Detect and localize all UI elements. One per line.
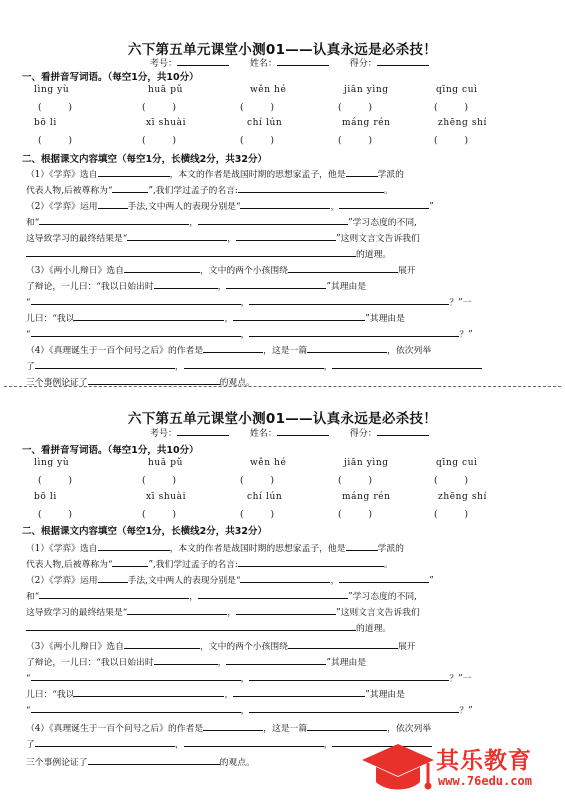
question-text: ，: [217, 282, 227, 292]
fill-blank[interactable]: [238, 556, 384, 567]
fill-blank[interactable]: [233, 686, 365, 697]
pinyin: bō li: [34, 118, 57, 128]
fill-blank[interactable]: [240, 572, 330, 583]
question-text: ”,我们学过孟子的名言:: [148, 560, 238, 570]
question-text: 了辩论，一儿曰：“我以日始出时: [26, 282, 154, 292]
question-line: [26, 198, 434, 212]
question-text: 三个事例论证了: [26, 378, 88, 388]
exam-no-label: 考号：: [150, 59, 178, 69]
question-line: [26, 556, 393, 570]
fill-blank[interactable]: [249, 326, 459, 337]
question-text: ？”: [459, 706, 473, 716]
pinyin: wěn hé: [250, 85, 287, 95]
question-line: [26, 654, 366, 668]
pinyin: lìng yù: [34, 458, 70, 468]
question-text: 代表人物,后被尊称为“: [26, 186, 113, 196]
question-line: [26, 294, 471, 308]
fill-blank[interactable]: [307, 720, 387, 731]
fill-blank[interactable]: [332, 358, 482, 369]
exam-no-blank[interactable]: [177, 426, 229, 436]
answer-box[interactable]: ( ): [240, 103, 275, 113]
fill-blank[interactable]: [198, 588, 348, 599]
question-text: ，: [227, 234, 237, 244]
fill-blank[interactable]: [233, 310, 365, 321]
fill-blank[interactable]: [26, 246, 356, 257]
answer-box[interactable]: ( ): [434, 476, 469, 486]
cut-line: [4, 386, 561, 387]
question-line: [26, 230, 420, 244]
question-text: 展开: [397, 642, 416, 652]
question-line: [26, 638, 416, 652]
pinyin: chí lún: [247, 492, 283, 502]
question-line: [26, 754, 255, 768]
fill-blank[interactable]: [339, 198, 429, 209]
answer-box[interactable]: ( ): [338, 510, 373, 520]
question-text: ，: [240, 298, 250, 308]
question-line: [26, 166, 404, 180]
fill-blank[interactable]: [35, 736, 175, 747]
question-text: ，: [330, 576, 340, 586]
question-line: [26, 588, 417, 602]
answer-box[interactable]: ( ): [338, 476, 373, 486]
question-text: ？”一: [449, 298, 472, 308]
question-text: （4）《真理诞生于一百个问号之后》的作者是: [26, 346, 204, 356]
question-text: 和“: [26, 592, 40, 602]
answer-box[interactable]: ( ): [434, 103, 469, 113]
answer-box[interactable]: ( ): [38, 510, 73, 520]
fill-blank[interactable]: [236, 230, 336, 241]
pinyin: huā pǔ: [148, 458, 183, 468]
brand-name: 其乐教育: [436, 748, 532, 774]
question-text: （4）《真理诞生于一百个问号之后》的作者是: [26, 724, 204, 734]
fill-blank[interactable]: [154, 654, 218, 665]
pinyin: wěn hé: [250, 458, 287, 468]
answer-box[interactable]: ( ): [338, 103, 373, 113]
question-text: 儿曰：“我以: [26, 314, 75, 324]
fill-blank[interactable]: [31, 702, 241, 713]
fill-blank[interactable]: [346, 166, 378, 177]
question-text: ，: [189, 592, 199, 602]
question-text: 手法,文中两人的表现分别是“: [127, 202, 241, 212]
fill-blank[interactable]: [249, 294, 449, 305]
question-text: ，本文的作者是战国时期的思想家孟子，他是: [169, 544, 346, 554]
question-text: 了: [26, 362, 35, 372]
name-label: 姓名：: [249, 59, 277, 69]
fill-blank[interactable]: [240, 198, 330, 209]
question-text: ，: [330, 202, 340, 212]
fill-blank[interactable]: [31, 326, 241, 337]
pinyin: máng rén: [342, 118, 391, 128]
question-text: ？”一: [449, 674, 472, 684]
answer-box[interactable]: ( ): [38, 103, 73, 113]
question-text: ？”: [459, 330, 473, 340]
pinyin: xī shuài: [146, 492, 187, 502]
fill-blank[interactable]: [249, 670, 449, 681]
question-line: [26, 604, 420, 618]
fill-blank[interactable]: [98, 540, 170, 551]
fill-blank[interactable]: [249, 702, 459, 713]
answer-box[interactable]: ( ): [434, 136, 469, 146]
pinyin: jiān yìng: [344, 458, 389, 468]
question-text: ，: [174, 740, 184, 750]
question-text: ”其理由是: [365, 314, 405, 324]
question-text: ，: [240, 674, 250, 684]
pinyin: máng rén: [342, 492, 391, 502]
score-label: 得分：: [349, 59, 377, 69]
question-text: ，: [189, 218, 199, 228]
question-text: ，: [217, 658, 227, 668]
question-text: ，本文的作者是战国时期的思想家孟子，他是: [169, 170, 346, 180]
question-text: 代表人物,后被尊称为“: [26, 560, 113, 570]
quiz-title: 六下第五单元课堂小测01——认真永远是必杀技！: [127, 411, 438, 427]
question-text: ”其理由是: [326, 282, 367, 292]
pinyin: jiān yìng: [344, 85, 389, 95]
pinyin: xī shuài: [146, 118, 187, 128]
question-text: 这导致学习的最终结果是“: [26, 608, 128, 618]
question-line: [26, 358, 482, 372]
question-text: “: [26, 706, 31, 716]
fill-blank[interactable]: [26, 620, 356, 631]
section-1-heading: 一、看拼音写词语。（每空1分，共10分）: [22, 72, 199, 83]
answer-box[interactable]: ( ): [240, 476, 275, 486]
question-text: ，: [323, 362, 333, 372]
fill-blank[interactable]: [39, 214, 189, 225]
fill-blank[interactable]: [35, 358, 175, 369]
question-text: “: [26, 330, 31, 340]
fill-blank[interactable]: [88, 754, 220, 765]
fill-blank[interactable]: [39, 588, 189, 599]
pinyin: lìng yù: [34, 85, 70, 95]
student-info-row: [150, 56, 429, 69]
answer-box[interactable]: ( ): [142, 510, 177, 520]
question-text: 的观点。: [219, 378, 255, 388]
fill-blank[interactable]: [226, 654, 326, 665]
fill-blank[interactable]: [74, 686, 224, 697]
question-text: 这导致学习的最终结果是“: [26, 234, 128, 244]
fill-blank[interactable]: [88, 374, 220, 385]
question-line: [26, 342, 431, 356]
question-text: ”: [429, 202, 434, 212]
question-line: [26, 310, 405, 324]
fill-blank[interactable]: [236, 604, 336, 615]
brand-url[interactable]: www.76edu.com: [438, 774, 532, 788]
question-text: ，: [240, 330, 250, 340]
pinyin: huā pǔ: [148, 85, 183, 95]
question-text: ，: [323, 740, 333, 750]
question-text: （1）《学弈》选自: [26, 544, 98, 554]
fill-blank[interactable]: [31, 670, 241, 681]
question-text: 三个事例论证了: [26, 758, 88, 768]
fill-blank[interactable]: [112, 556, 148, 567]
question-line: [26, 262, 416, 276]
question-text: ，: [240, 706, 250, 716]
fill-blank[interactable]: [124, 262, 200, 273]
student-info-row: [150, 426, 429, 439]
fill-blank[interactable]: [124, 638, 200, 649]
section-2-heading: 二、根据课文内容填空（每空1分，长横线2分，共32分）: [22, 526, 267, 537]
quiz-title: 六下第五单元课堂小测01——认真永远是必杀技！: [127, 42, 438, 58]
question-line: [26, 214, 417, 228]
question-text: 学派的: [377, 544, 404, 554]
answer-box[interactable]: ( ): [434, 510, 469, 520]
question-line: [26, 720, 431, 734]
question-text: （3）《两小儿辩日》选自: [26, 266, 124, 276]
question-text: 的道理。: [356, 250, 392, 260]
pinyin: zhēng shí: [438, 492, 487, 502]
question-text: ，文中的两个小孩围绕: [199, 642, 288, 652]
fill-blank[interactable]: [98, 166, 170, 177]
quiz-copy-1: [0, 0, 565, 388]
question-text: 学派的: [377, 170, 404, 180]
pinyin: qīng cuì: [436, 458, 478, 468]
fill-blank[interactable]: [98, 572, 128, 583]
fill-blank[interactable]: [31, 294, 241, 305]
question-text: “: [26, 298, 31, 308]
pinyin: chí lún: [247, 118, 283, 128]
question-text: ，这是一篇: [263, 346, 308, 356]
pinyin: qīng cuì: [436, 85, 478, 95]
question-text: （2）《学弈》运用: [26, 202, 98, 212]
question-line: [26, 246, 391, 260]
question-text: 展开: [397, 266, 416, 276]
pinyin: zhēng shí: [438, 118, 487, 128]
fill-blank[interactable]: [74, 310, 224, 321]
score-label: 得分：: [349, 429, 377, 439]
question-text: ，依次列举: [387, 724, 432, 734]
question-text: ”这则文言文告诉我们: [336, 608, 420, 618]
question-text: ，依次列举: [387, 346, 432, 356]
fill-blank[interactable]: [288, 262, 398, 273]
question-text: ”,我们学过孟子的名言:: [148, 186, 238, 196]
fill-blank[interactable]: [112, 182, 148, 193]
fill-blank[interactable]: [184, 736, 324, 747]
question-line: [26, 182, 393, 196]
question-text: ”: [429, 576, 434, 586]
fill-blank[interactable]: [184, 358, 324, 369]
score-blank[interactable]: [377, 56, 429, 66]
question-text: ，这是一篇: [263, 724, 308, 734]
question-text: ，: [224, 314, 234, 324]
fill-blank[interactable]: [339, 572, 429, 583]
fill-blank[interactable]: [307, 342, 387, 353]
fill-blank[interactable]: [226, 278, 326, 289]
answer-box[interactable]: ( ): [142, 103, 177, 113]
question-text: 儿曰：“我以: [26, 690, 75, 700]
question-text: 的道理。: [356, 624, 392, 634]
name-blank[interactable]: [277, 426, 329, 436]
question-line: [26, 670, 471, 684]
question-text: 。: [383, 560, 393, 570]
section-2-heading: 二、根据课文内容填空（每空1分，长横线2分，共32分）: [22, 154, 267, 165]
fill-blank[interactable]: [198, 214, 348, 225]
fill-blank[interactable]: [127, 230, 227, 241]
fill-blank[interactable]: [238, 182, 384, 193]
fill-blank[interactable]: [288, 638, 398, 649]
question-text: ，文中的两个小孩围绕: [199, 266, 288, 276]
answer-box[interactable]: ( ): [142, 136, 177, 146]
brand-watermark: [358, 738, 565, 800]
question-text: ，: [227, 608, 237, 618]
question-text: 和“: [26, 218, 40, 228]
fill-blank[interactable]: [98, 198, 128, 209]
fill-blank[interactable]: [346, 540, 378, 551]
answer-box[interactable]: ( ): [240, 136, 275, 146]
question-text: （1）《学弈》选自: [26, 170, 98, 180]
question-line: [26, 326, 473, 340]
exam-no-blank[interactable]: [177, 56, 229, 66]
question-line: [26, 620, 391, 634]
fill-blank[interactable]: [127, 604, 227, 615]
fill-blank[interactable]: [203, 720, 263, 731]
question-text: 手法,文中两人的表现分别是“: [127, 576, 241, 586]
answer-box[interactable]: ( ): [142, 476, 177, 486]
fill-blank[interactable]: [203, 342, 263, 353]
exam-no-label: 考号：: [150, 429, 178, 439]
question-text: “: [26, 674, 31, 684]
name-blank[interactable]: [277, 56, 329, 66]
question-text: 的观点。: [219, 758, 255, 768]
question-text: ”学习态度的不同,: [348, 218, 417, 228]
question-text: ”其理由是: [326, 658, 367, 668]
section-1-heading: 一、看拼音写词语。（每空1分，共10分）: [22, 445, 199, 456]
pinyin: bō li: [34, 492, 57, 502]
score-blank[interactable]: [377, 426, 429, 436]
question-text: ”学习态度的不同,: [348, 592, 417, 602]
question-text: ”这则文言文告诉我们: [336, 234, 420, 244]
question-line: [26, 702, 473, 716]
question-line: [26, 572, 434, 586]
question-text: 。: [383, 186, 393, 196]
question-text: （2）《学弈》运用: [26, 576, 98, 586]
question-line: [26, 686, 405, 700]
quiz-copy-2: [0, 392, 565, 776]
answer-box[interactable]: ( ): [38, 476, 73, 486]
question-text: （3）《两小儿辩日》选自: [26, 642, 124, 652]
question-line: [26, 540, 404, 554]
name-label: 姓名：: [249, 429, 277, 439]
question-line: [26, 278, 366, 292]
graduation-cap-icon: [358, 738, 438, 800]
answer-box[interactable]: ( ): [338, 136, 373, 146]
question-text: 了: [26, 740, 35, 750]
question-text: ”其理由是: [365, 690, 405, 700]
question-text: ，: [174, 362, 184, 372]
answer-box[interactable]: ( ): [38, 136, 73, 146]
fill-blank[interactable]: [154, 278, 218, 289]
question-text: 了辩论，一儿曰：“我以日始出时: [26, 658, 154, 668]
question-text: ，: [224, 690, 234, 700]
answer-box[interactable]: ( ): [240, 510, 275, 520]
